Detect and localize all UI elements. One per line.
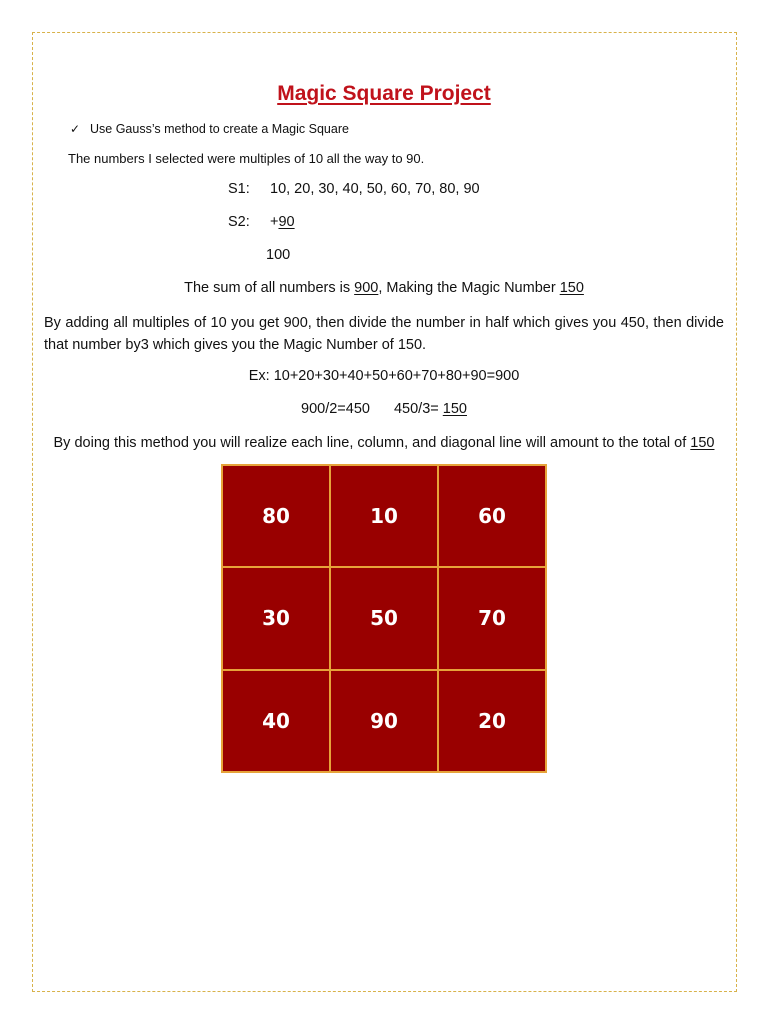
sum-line-before: The sum of all numbers is [184, 280, 355, 296]
magic-square [221, 464, 547, 773]
magic-square-cell: 50 [330, 567, 438, 669]
magic-square-cell: 80 [222, 465, 330, 567]
intro-text: The numbers I selected were multiples of 10 all the way to 90. [68, 151, 425, 166]
s2-label: S2: [228, 214, 250, 230]
s1-value: 10, 20, 30, 40, 50, 60, 70, 80, 90 [270, 181, 480, 197]
sum-magic-number: 150 [559, 280, 584, 296]
magic-square-cell: 40 [222, 670, 330, 772]
example-line: Ex: 10+20+30+40+50+60+70+80+90=900 [248, 368, 520, 384]
explanation-paragraph: By adding all multiples of 10 you get 900, then divide the number in half which gives you 450, then divide that number by3 which gives you the Magic Number of 150. [44, 315, 724, 353]
s2-prefix: + [270, 214, 279, 230]
bullet-item [70, 122, 349, 136]
sum-line-middle: , Making the Magic Number [378, 280, 560, 296]
magic-square-cell: 30 [222, 567, 330, 669]
magic-square-cell: 70 [438, 567, 546, 669]
s2-value: 90 [278, 214, 295, 230]
magic-square-cell: 10 [330, 465, 438, 567]
sum-total: 900 [354, 280, 379, 296]
magic-square-cell: 60 [438, 465, 546, 567]
division-second-prefix: 450/3= [393, 401, 443, 417]
bullet-text: Use Gauss’s method to create a Magic Square [90, 122, 349, 136]
page-title: Magic Square Project [277, 82, 491, 105]
division-second-value: 150 [442, 401, 467, 417]
s-result: 100 [266, 247, 291, 263]
division-line [0, 401, 768, 417]
conclusion-value: 150 [690, 435, 715, 451]
sum-line [0, 280, 768, 296]
division-first: 900/2=450 [301, 401, 370, 417]
s1-label: S1: [228, 181, 250, 197]
s2-row [228, 214, 295, 230]
conclusion-line [0, 435, 768, 451]
magic-square-cell: 20 [438, 670, 546, 772]
s1-row [228, 181, 480, 197]
check-icon: ✓ [70, 122, 81, 136]
magic-square-cell: 90 [330, 670, 438, 772]
conclusion-text: By doing this method you will realize each line, column, and diagonal line will amount to the total of [53, 435, 691, 451]
